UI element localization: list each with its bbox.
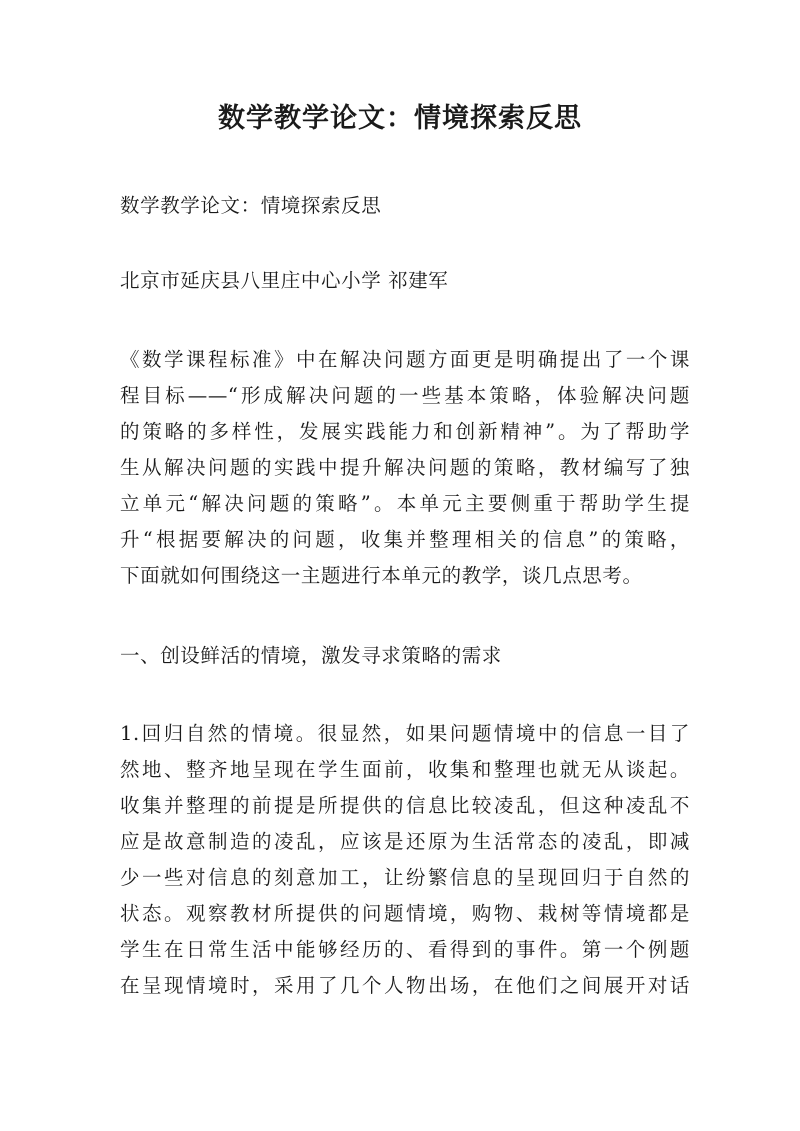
body-line: 收集并整理的前提是所提供的信息比较凌乱，但这种凌乱不 [120,794,690,817]
intro-line: 立单元“解决问题的策略”。本单元主要侧重于帮助学生提 [120,492,690,515]
intro-line: 生从解决问题的实践中提升解决问题的策略，教材编写了独 [120,456,690,479]
section-heading: 一、创设鲜活的情境，激发寻求策略的需求 [120,644,502,667]
document-title: 数学教学论文：情境探索反思 [218,103,582,134]
body-line: 少一些对信息的刻意加工，让纷繁信息的呈现回归于自然的 [120,866,690,889]
intro-line: 的策略的多样性，发展实践能力和创新精神”。为了帮助学 [120,420,690,443]
body-line: 在呈现情境时，采用了几个人物出场，在他们之间展开对话 [120,974,690,997]
intro-line: 升“根据要解决的问题，收集并整理相关的信息”的策略， [120,528,690,551]
body-line: 然地、整齐地呈现在学生面前，收集和整理也就无从谈起。 [120,758,690,781]
intro-line: 程目标——“形成解决问题的一些基本策略，体验解决问题 [120,384,690,407]
body-line: 状态。观察教材所提供的问题情境，购物、栽树等情境都是 [120,902,690,925]
intro-line: 下面就如何围绕这一主题进行本单元的教学，谈几点思考。 [120,564,643,587]
body-line: 学生在日常生活中能够经历的、看得到的事件。第一个例题 [120,938,690,961]
author-line: 北京市延庆县八里庄中心小学 祁建军 [120,269,449,292]
subtitle: 数学教学论文：情境探索反思 [120,194,382,217]
body-line: 应是故意制造的凌乱，应该是还原为生活常态的凌乱，即减 [120,830,690,853]
body-line: 1.回归自然的情境。很显然，如果问题情境中的信息一目了 [120,722,690,745]
intro-line: 《数学课程标准》中在解决问题方面更是明确提出了一个课 [120,348,690,371]
